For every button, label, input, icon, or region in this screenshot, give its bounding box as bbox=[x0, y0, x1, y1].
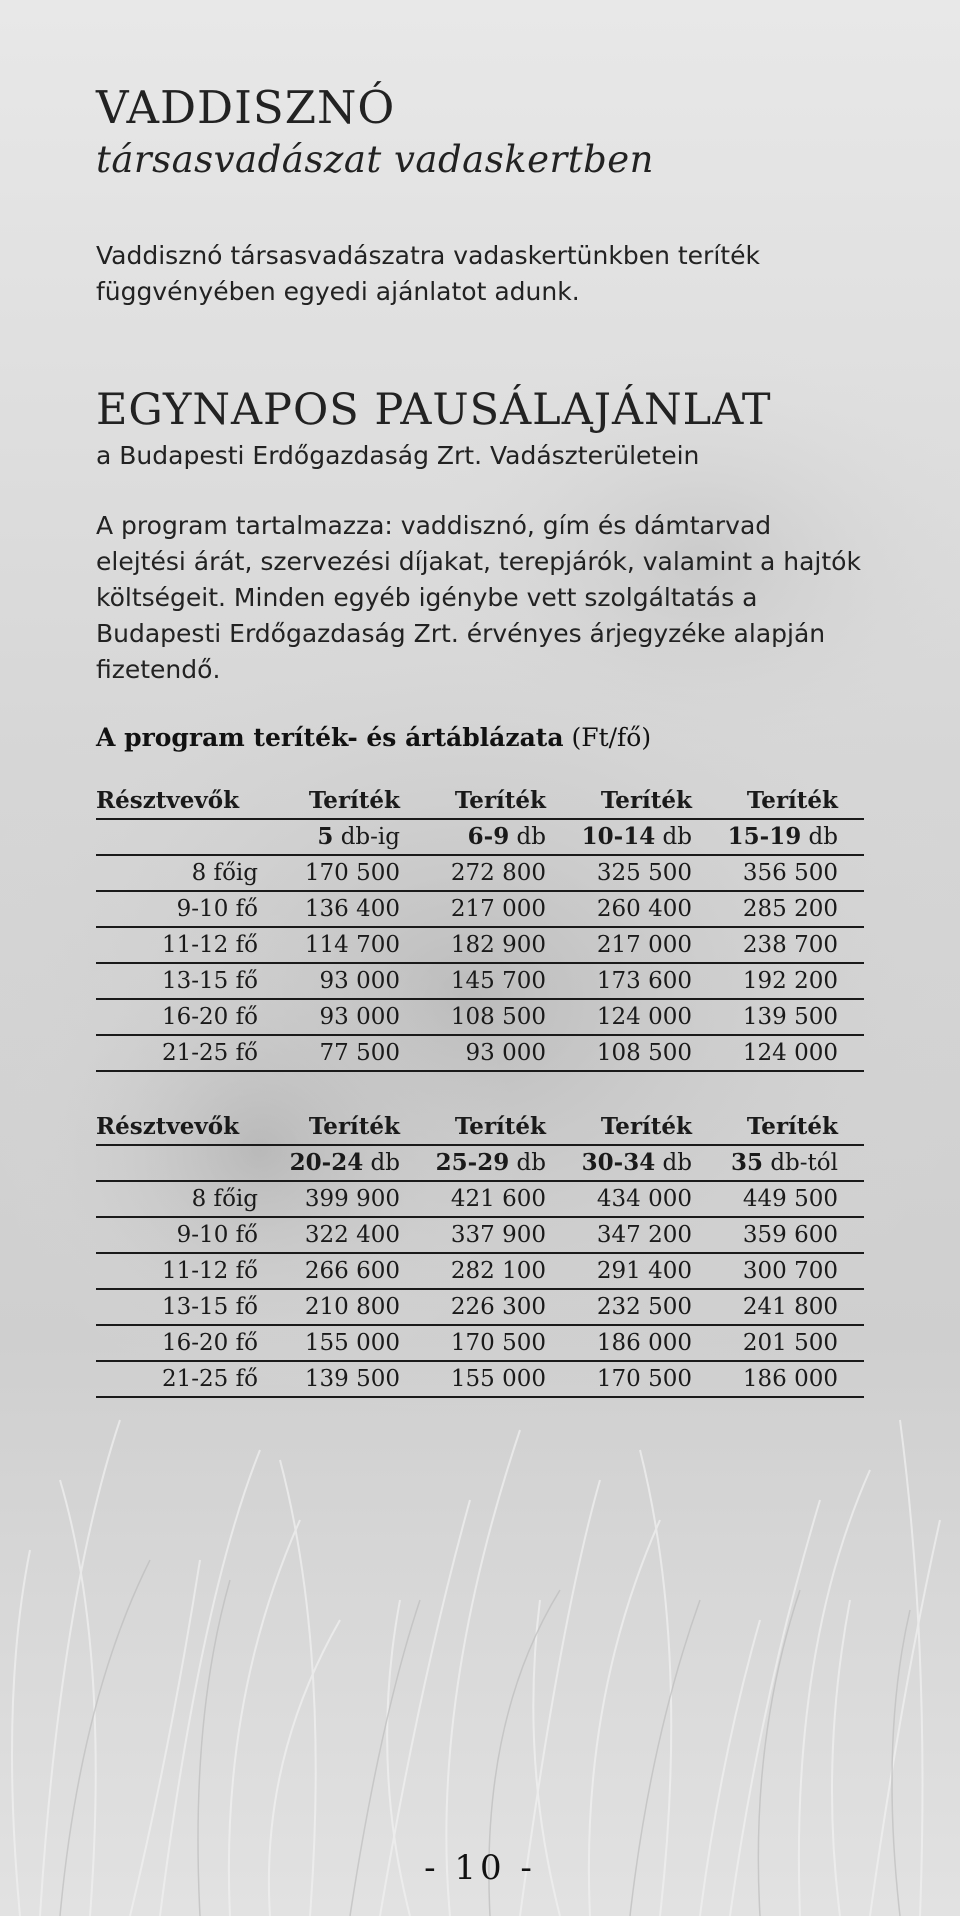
price-cell: 421 600 bbox=[426, 1181, 572, 1217]
price-cell: 108 500 bbox=[426, 999, 572, 1035]
price-cell: 155 000 bbox=[280, 1325, 426, 1361]
intro-paragraph: Vaddisznó társasvadászatra vadaskertünkben teríték függvényében egyedi ajánlatot adunk. bbox=[96, 241, 760, 306]
price-cell: 155 000 bbox=[426, 1361, 572, 1397]
participants-cell: 8 főig bbox=[96, 855, 280, 891]
offer-title: EGYNAPOS PAUSÁLAJÁNLAT bbox=[96, 385, 772, 435]
price-cell: 434 000 bbox=[572, 1181, 718, 1217]
header-participants: Résztvevők bbox=[96, 784, 280, 819]
header-teritek: Teríték bbox=[426, 1110, 572, 1145]
price-cell: 139 500 bbox=[280, 1361, 426, 1397]
table-row bbox=[96, 1253, 864, 1289]
price-cell: 139 500 bbox=[718, 999, 864, 1035]
price-cell: 241 800 bbox=[718, 1289, 864, 1325]
price-cell: 186 000 bbox=[718, 1361, 864, 1397]
header-teritek: Teríték bbox=[280, 1110, 426, 1145]
price-cell: 170 500 bbox=[572, 1361, 718, 1397]
price-cell: 93 000 bbox=[280, 999, 426, 1035]
range-cell: 20-24 db bbox=[280, 1145, 426, 1181]
price-cell: 108 500 bbox=[572, 1035, 718, 1071]
price-cell: 266 600 bbox=[280, 1253, 426, 1289]
price-table-1 bbox=[96, 784, 864, 1072]
price-cell: 347 200 bbox=[572, 1217, 718, 1253]
price-cell: 93 000 bbox=[280, 963, 426, 999]
price-cell: 337 900 bbox=[426, 1217, 572, 1253]
price-cell: 260 400 bbox=[572, 891, 718, 927]
price-cell: 170 500 bbox=[426, 1325, 572, 1361]
price-cell: 291 400 bbox=[572, 1253, 718, 1289]
price-cell: 322 400 bbox=[280, 1217, 426, 1253]
table-row bbox=[96, 1361, 864, 1397]
price-cell: 325 500 bbox=[572, 855, 718, 891]
participants-cell: 16-20 fő bbox=[96, 1325, 280, 1361]
header-teritek: Teríték bbox=[572, 784, 718, 819]
participants-cell: 21-25 fő bbox=[96, 1035, 280, 1071]
price-cell: 124 000 bbox=[572, 999, 718, 1035]
header-teritek: Teríték bbox=[718, 1110, 864, 1145]
participants-cell: 13-15 fő bbox=[96, 963, 280, 999]
price-cell: 282 100 bbox=[426, 1253, 572, 1289]
price-cell: 136 400 bbox=[280, 891, 426, 927]
price-cell: 201 500 bbox=[718, 1325, 864, 1361]
participants-cell: 13-15 fő bbox=[96, 1289, 280, 1325]
table-row bbox=[96, 1217, 864, 1253]
range-cell: 5 db-ig bbox=[280, 819, 426, 855]
header-teritek: Teríték bbox=[718, 784, 864, 819]
price-cell: 232 500 bbox=[572, 1289, 718, 1325]
price-cell: 238 700 bbox=[718, 927, 864, 963]
header-teritek: Teríték bbox=[426, 784, 572, 819]
price-cell: 217 000 bbox=[572, 927, 718, 963]
table-row bbox=[96, 855, 864, 891]
range-cell: 30-34 db bbox=[572, 1145, 718, 1181]
section-subtitle: társasvadászat vadaskertben bbox=[96, 138, 655, 181]
table-range-row bbox=[96, 1145, 864, 1181]
price-cell: 170 500 bbox=[280, 855, 426, 891]
table-row bbox=[96, 1289, 864, 1325]
table-title-bold: A program teríték- és ártáblázata bbox=[96, 723, 564, 752]
range-cell: 15-19 db bbox=[718, 819, 864, 855]
participants-cell: 8 főig bbox=[96, 1181, 280, 1217]
price-cell: 186 000 bbox=[572, 1325, 718, 1361]
price-cell: 182 900 bbox=[426, 927, 572, 963]
header-teritek: Teríték bbox=[572, 1110, 718, 1145]
price-cell: 93 000 bbox=[426, 1035, 572, 1071]
participants-cell: 21-25 fő bbox=[96, 1361, 280, 1397]
price-cell: 285 200 bbox=[718, 891, 864, 927]
page-content bbox=[96, 80, 864, 1398]
offer-subtitle: a Budapesti Erdőgazdaság Zrt. Vadászterületein bbox=[96, 441, 700, 470]
price-cell: 356 500 bbox=[718, 855, 864, 891]
program-paragraph: A program tartalmazza: vaddisznó, gím és dámtarvad elejtési árát, szervezési díjakat, terepjárók, valamint a hajtók költségeit. Minden egyéb igénybe vett szolgáltatás a Budapesti Erdőgazdaság Zrt. érvényes árjegyzéke alapján fizetendő. bbox=[96, 511, 861, 684]
table-row bbox=[96, 963, 864, 999]
price-cell: 272 800 bbox=[426, 855, 572, 891]
range-cell: 6-9 db bbox=[426, 819, 572, 855]
price-table-2 bbox=[96, 1110, 864, 1398]
table-header-row bbox=[96, 1110, 864, 1145]
table-row bbox=[96, 1181, 864, 1217]
range-empty bbox=[96, 1145, 280, 1181]
price-cell: 300 700 bbox=[718, 1253, 864, 1289]
price-cell: 210 800 bbox=[280, 1289, 426, 1325]
table-header-row bbox=[96, 784, 864, 819]
table-row bbox=[96, 1035, 864, 1071]
price-cell: 145 700 bbox=[426, 963, 572, 999]
table-row bbox=[96, 999, 864, 1035]
price-cell: 173 600 bbox=[572, 963, 718, 999]
range-cell: 35 db-tól bbox=[718, 1145, 864, 1181]
price-cell: 192 200 bbox=[718, 963, 864, 999]
participants-cell: 16-20 fő bbox=[96, 999, 280, 1035]
page-number: - 10 - bbox=[424, 1848, 536, 1888]
price-cell: 114 700 bbox=[280, 927, 426, 963]
table-row bbox=[96, 891, 864, 927]
table-row bbox=[96, 927, 864, 963]
range-empty bbox=[96, 819, 280, 855]
header-teritek: Teríték bbox=[280, 784, 426, 819]
participants-cell: 11-12 fő bbox=[96, 927, 280, 963]
range-cell: 25-29 db bbox=[426, 1145, 572, 1181]
price-cell: 226 300 bbox=[426, 1289, 572, 1325]
header-participants: Résztvevők bbox=[96, 1110, 280, 1145]
participants-cell: 9-10 fő bbox=[96, 891, 280, 927]
table-title bbox=[96, 720, 864, 756]
range-cell: 10-14 db bbox=[572, 819, 718, 855]
price-cell: 217 000 bbox=[426, 891, 572, 927]
table-row bbox=[96, 1325, 864, 1361]
price-cell: 124 000 bbox=[718, 1035, 864, 1071]
price-cell: 359 600 bbox=[718, 1217, 864, 1253]
section-title: VADDISZNÓ bbox=[96, 81, 396, 134]
price-cell: 449 500 bbox=[718, 1181, 864, 1217]
participants-cell: 11-12 fő bbox=[96, 1253, 280, 1289]
table-range-row bbox=[96, 819, 864, 855]
table-title-unit: (Ft/fő) bbox=[571, 723, 652, 752]
price-cell: 77 500 bbox=[280, 1035, 426, 1071]
price-cell: 399 900 bbox=[280, 1181, 426, 1217]
participants-cell: 9-10 fő bbox=[96, 1217, 280, 1253]
